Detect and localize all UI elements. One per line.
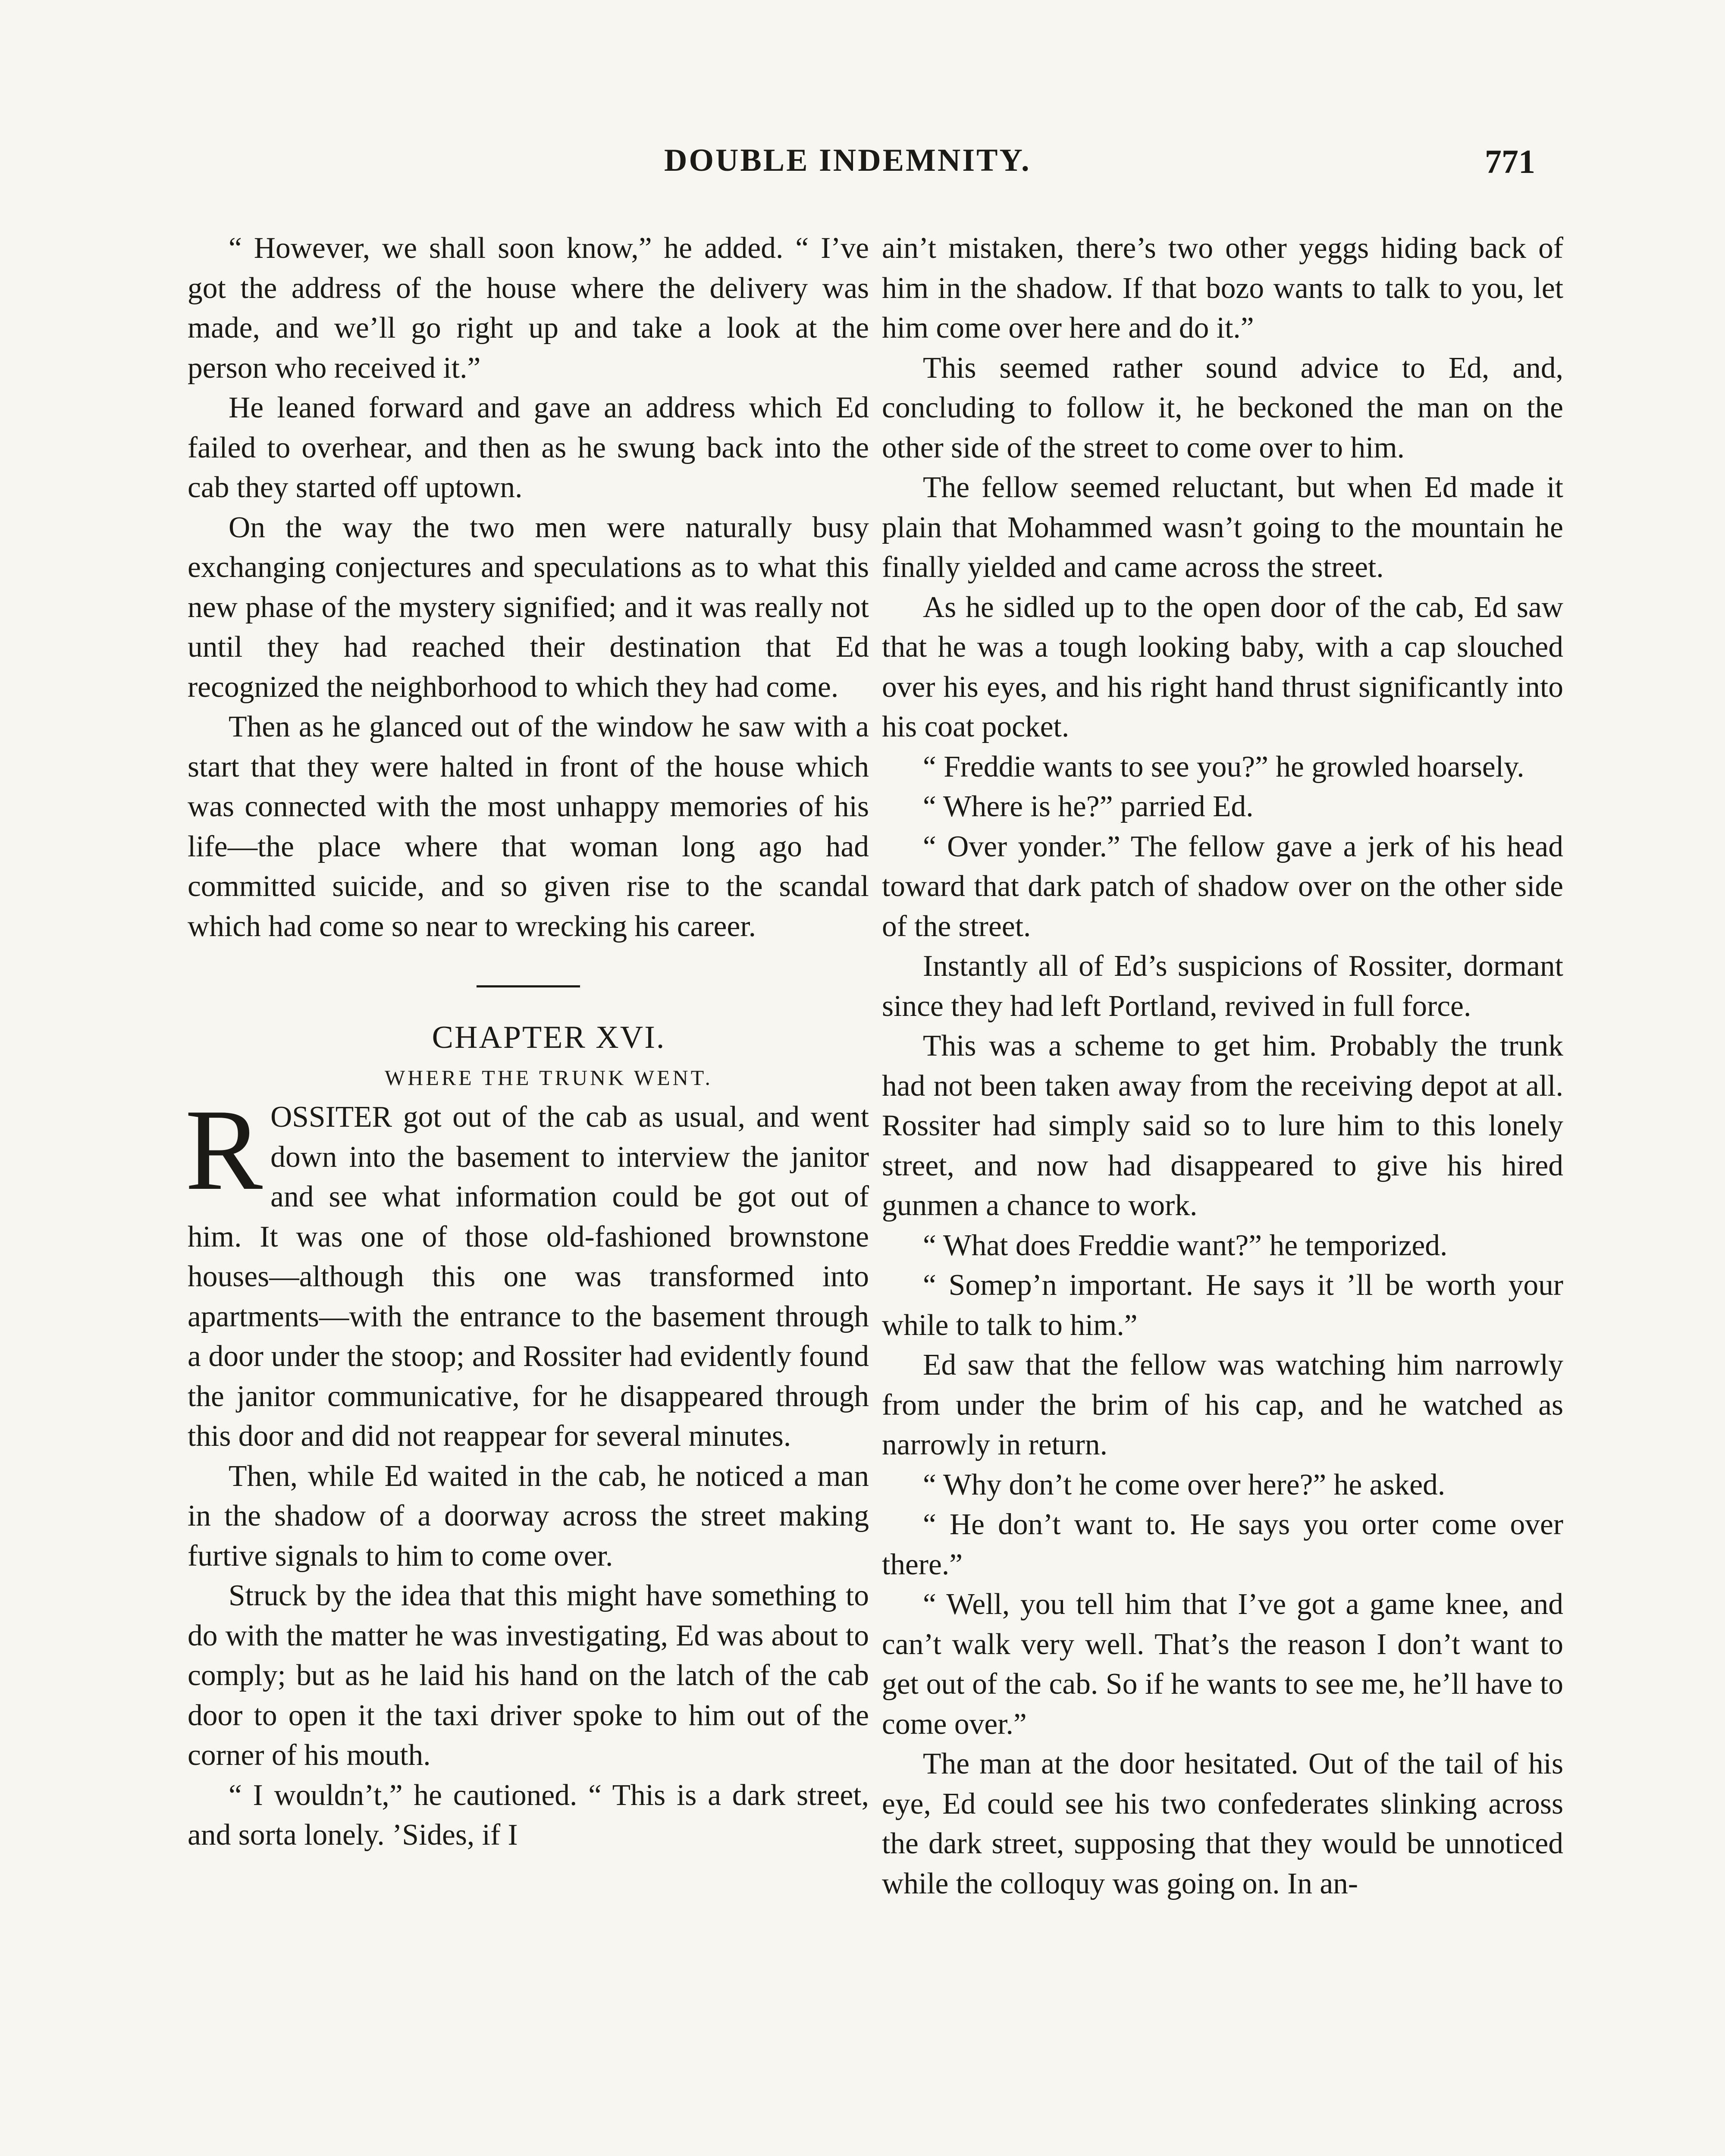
- paragraph: Then, while Ed waited in the cab, he noticed a man in the shadow of a doorway across the street making furtive signals to him to come over.: [188, 1459, 869, 1573]
- paragraph: He leaned forward and gave an address which Ed failed to overhear, and then as he swung back into the cab they started off uptown.: [188, 391, 869, 504]
- paragraph: Ed saw that the fellow was watching him narrowly from under the brim of his cap, and he watched as narrowly in return.: [882, 1348, 1563, 1461]
- paragraph: “ Somep’n important. He says it ’ll be worth your while to talk to him.”: [882, 1269, 1563, 1342]
- drop-cap: R: [185, 1085, 263, 1214]
- paragraph: The fellow seemed reluctant, but when Ed made it plain that Mohammed wasn’t going to the mountain he finally yielded and came across the street.: [882, 471, 1563, 584]
- paragraph: Struck by the idea that this might have something to do with the matter he was investigating, Ed was about to comply; but as he laid his hand on the latch of the cab door to open it the taxi driver spoke to him out of the corner of his mouth.: [188, 1579, 869, 1772]
- paragraph: On the way the two men were naturally busy exchanging conjectures and speculations as to what this new phase of the mystery signified; and it was really not until they had reached their destination that Ed recognized the neighborhood to which they had come.: [188, 511, 869, 704]
- paragraph: “ He don’t want to. He says you orter come over there.”: [882, 1508, 1563, 1581]
- left-column: [185, 229, 869, 1855]
- paragraph: This seemed rather sound advice to Ed, and, concluding to follow it, he beckoned the man on the other side of the street to come over to him.: [882, 351, 1563, 464]
- chapter-opening-paragraph: [185, 1085, 869, 1457]
- opening-text: OSSITER got out of the cab as usual, and went down into the basement to interview the janitor and see what information could be got out of him. It was one of those old-fashioned brownstone houses—although this one was transformed into apartments—with the entrance to the basement through a door under the stoop; and Rossiter had evidently found the janitor communicative, for he disappeared through this door and did not reappear for several minutes.: [188, 1100, 869, 1453]
- right-column: [882, 229, 1563, 1904]
- paragraph: “ What does Freddie want?” he temporized.: [923, 1228, 1448, 1262]
- running-title: DOUBLE INDEMNITY.: [664, 143, 1031, 178]
- paragraph: “ Well, you tell him that I’ve got a game knee, and can’t walk very well. That’s the reason I don’t want to get out of the cab. So if he wants to see me, he’ll have to come over.”: [882, 1588, 1563, 1741]
- running-head: [185, 142, 1535, 190]
- page-number: 771: [1485, 143, 1535, 180]
- paragraph: This was a scheme to get him. Probably the trunk had not been taken away from the receiving depot at all. Rossiter had simply said so to lure him to this lonely street, and now had disappeared to give his hired gunmen a chance to work.: [882, 1029, 1563, 1222]
- paragraph: “ However, we shall soon know,” he added. “ I’ve got the address of the house where the delivery was made, and we’ll go right up and take a look at the person who received it.”: [188, 232, 869, 385]
- paragraph: Then as he glanced out of the window he saw with a start that they were halted in front of the house which was connected with the most unhappy memories of his life—the place where that woman long ago had committed suicide, and so given rise to the scandal which had come so near to wrecking his career.: [188, 710, 869, 943]
- continued-paragraph: ain’t mistaken, there’s two other yeggs hiding back of him in the shadow. If that bozo wants to talk to you, let him come over here and do it.”: [882, 232, 1563, 345]
- paragraph: “ I wouldn’t,” he cautioned. “ This is a dark street, and sorta lonely. ’Sides, if I: [188, 1778, 869, 1852]
- paragraph: The man at the door hesitated. Out of the tail of his eye, Ed could see his two confederates slinking across the dark street, supposing that they would be unnoticed while the colloquy was going on. In an-: [882, 1747, 1563, 1900]
- paragraph: As he sidled up to the open door of the cab, Ed saw that he was a tough looking baby, with a cap slouched over his eyes, and his right hand thrust significantly into his coat pocket.: [882, 590, 1563, 743]
- section-divider: [477, 985, 580, 987]
- paragraph: Instantly all of Ed’s suspicions of Rossiter, dormant since they had left Portland, revived in full force.: [882, 950, 1563, 1023]
- paragraph: “ Where is he?” parried Ed.: [923, 790, 1254, 823]
- chapter-number: CHAPTER XVI.: [432, 1020, 666, 1055]
- paragraph: “ Freddie wants to see you?” he growled hoarsely.: [923, 750, 1524, 783]
- paragraph: “ Why don’t he come over here?” he asked.: [923, 1468, 1446, 1501]
- chapter-title: WHERE THE TRUNK WENT.: [384, 1065, 713, 1090]
- paragraph: “ Over yonder.” The fellow gave a jerk of his head toward that dark patch of shadow over on the other side of the street.: [882, 830, 1563, 943]
